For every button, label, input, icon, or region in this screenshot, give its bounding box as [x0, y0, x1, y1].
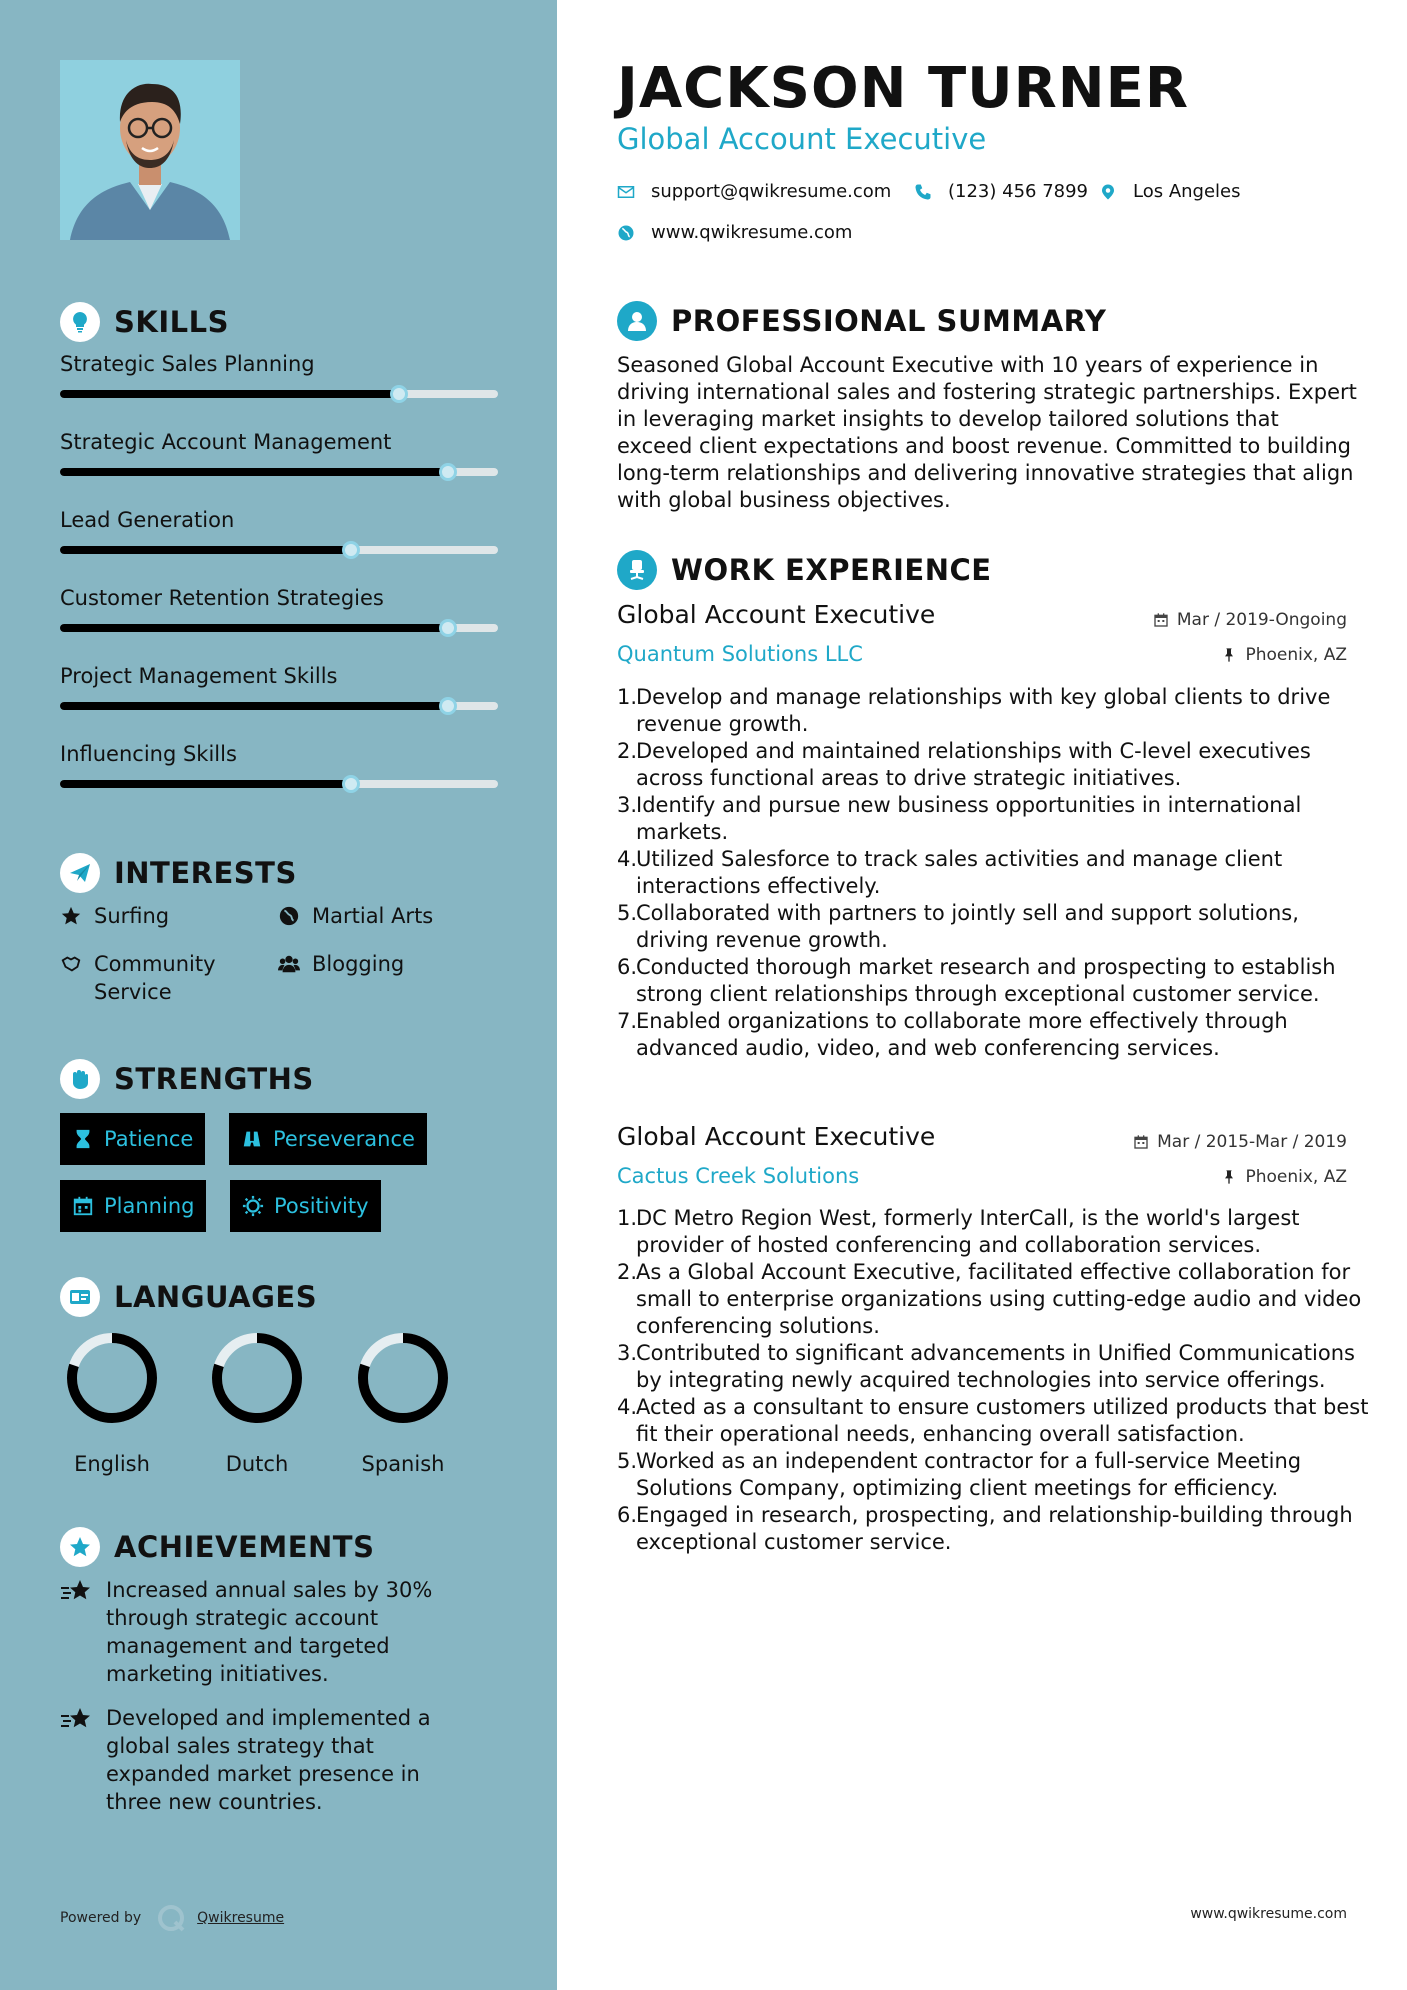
- strengths-heading: [60, 1059, 314, 1099]
- skill-bar-fill: [60, 546, 351, 554]
- sidebar: [0, 0, 557, 1990]
- achievement-item: [60, 1576, 480, 1688]
- strength-tag: [60, 1113, 205, 1165]
- interest-label: Surfing: [94, 904, 170, 928]
- language-name: Dutch: [225, 1452, 289, 1476]
- job-location-text: Phoenix, AZ: [1245, 1167, 1347, 1187]
- job-bullet: 5. Worked as an independent contractor for a full-service Meeting Solutions Company, optimizing client meetings for efficiency.: [617, 1449, 1302, 1500]
- skill-bar-knob: [439, 619, 457, 637]
- candidate-role: Global Account Executive: [617, 122, 987, 156]
- handshake-icon: [60, 950, 84, 978]
- candidate-name: JACKSON TURNER: [617, 56, 1190, 121]
- qwikresume-logo-icon: [155, 1902, 187, 1934]
- calendar-icon: [1133, 1134, 1149, 1150]
- skills-heading: [60, 302, 229, 342]
- job-bullet: 7. Enabled organizations to collaborate more effectively through advanced audio, video, and web conferencing services.: [617, 1009, 1288, 1060]
- email-text[interactable]: support@qwikresume.com: [651, 181, 892, 202]
- job-company: Cactus Creek Solutions: [617, 1164, 860, 1188]
- job-bullets: [617, 684, 1372, 1062]
- job-location: [1221, 645, 1347, 665]
- job-bullet-text: Worked as an independent contractor for a full-service Meeting Solutions Company, optimizing client meetings for efficiency.: [636, 1449, 1302, 1500]
- pushpin-icon: [1221, 647, 1237, 663]
- powered-by-label: Powered by: [60, 1910, 142, 1926]
- achievement-text: Developed and implemented a global sales strategy that expanded market presence in three new countries.: [106, 1706, 431, 1814]
- skill-bar-knob: [439, 463, 457, 481]
- strength-label: Patience: [104, 1127, 194, 1151]
- job-company: Quantum Solutions LLC: [617, 642, 863, 666]
- job-bullet-text: Enabled organizations to collaborate more effectively through advanced audio, video, and web conferencing services.: [636, 1009, 1288, 1060]
- language-ring: [209, 1330, 305, 1426]
- strength-label: Positivity: [274, 1194, 369, 1218]
- contact-location: [1099, 181, 1241, 202]
- contact-email: [617, 181, 891, 202]
- fist-icon: [60, 1059, 100, 1099]
- skill-item: [60, 742, 498, 766]
- interest-label: Community Service: [94, 952, 216, 1004]
- user-icon: [617, 301, 657, 341]
- skill-bar-fill: [60, 390, 399, 398]
- job-bullet-text: Develop and manage relationships with key global clients to drive revenue growth.: [636, 685, 1331, 736]
- job-bullet: 4. Utilized Salesforce to track sales activities and manage client interactions effectively.: [617, 847, 1283, 898]
- job-bullet: 6. Engaged in research, prospecting, and relationship-building through exceptional customer service.: [617, 1503, 1353, 1554]
- skill-name: Influencing Skills: [60, 742, 237, 766]
- job-dates: [1153, 610, 1347, 630]
- strength-label: Perseverance: [273, 1127, 415, 1151]
- job-bullet-text: DC Metro Region West, formerly InterCall, is the world's largest provider of hosted conferencing and collaboration services.: [636, 1206, 1300, 1257]
- job-dates: [1133, 1132, 1347, 1152]
- skill-bar-fill: [60, 624, 448, 632]
- globe-icon: [617, 224, 635, 242]
- job-bullet-text: Developed and maintained relationships with C-level executives across functional areas to drive strategic initiatives.: [636, 739, 1311, 790]
- skill-bar: [60, 546, 498, 554]
- sun-icon: [242, 1195, 264, 1217]
- skill-item: [60, 664, 498, 688]
- job-bullet-text: Acted as a consultant to ensure customers utilized products that best fit their operational needs, enhancing overall satisfaction.: [636, 1395, 1369, 1446]
- skill-item: [60, 352, 498, 376]
- achievement-text: Increased annual sales by 30% through strategic account management and targeted marketing initiatives.: [106, 1578, 433, 1686]
- job-bullet-text: Collaborated with partners to jointly sell and support solutions, driving revenue growth.: [636, 901, 1299, 952]
- skill-item: [60, 586, 498, 610]
- skill-item: [60, 508, 498, 532]
- job-bullet: 5. Collaborated with partners to jointly sell and support solutions, driving revenue growth.: [617, 901, 1299, 952]
- skill-bar: [60, 780, 498, 788]
- star-badge-icon: [60, 1527, 100, 1567]
- profile-photo: [60, 60, 240, 240]
- paper-plane-icon: [60, 853, 100, 893]
- job-bullets: [617, 1205, 1372, 1556]
- skill-bar-fill: [60, 468, 448, 476]
- job-bullet-text: Identify and pursue new business opportunities in international markets.: [636, 793, 1302, 844]
- globe-icon: [278, 902, 302, 930]
- skill-name: Strategic Account Management: [60, 430, 392, 454]
- language-item: [192, 1330, 322, 1476]
- skill-bar-knob: [342, 541, 360, 559]
- calendar-icon: [1153, 612, 1169, 628]
- job-bullet-text: As a Global Account Executive, facilitated effective collaboration for small to enterprise organizations using cutting-edge audio and video conferencing solutions.: [636, 1260, 1362, 1338]
- id-card-icon: [60, 1277, 100, 1317]
- skill-name: Customer Retention Strategies: [60, 586, 384, 610]
- interest-label: Martial Arts: [312, 904, 434, 928]
- interests-heading: [60, 853, 297, 893]
- job-title: Global Account Executive: [617, 600, 936, 629]
- language-ring: [355, 1330, 451, 1426]
- skill-name: Lead Generation: [60, 508, 235, 532]
- job-bullet-text: Contributed to significant advancements in Unified Communications by integrating newly acquired technologies into service offerings.: [636, 1341, 1355, 1392]
- interest-label: Blogging: [312, 952, 405, 976]
- users-icon: [278, 950, 302, 978]
- phone-text: (123) 456 7899: [948, 181, 1089, 202]
- contact-website: [617, 222, 852, 243]
- shooting-star-icon: [60, 1578, 96, 1610]
- map-pin-icon: [1099, 183, 1117, 201]
- job-bullet: 1. Develop and manage relationships with key global clients to drive revenue growth.: [617, 685, 1331, 736]
- job-title: Global Account Executive: [617, 1122, 936, 1151]
- job-bullet: 2. Developed and maintained relationships with C-level executives across functional areas to drive strategic initiatives.: [617, 739, 1311, 790]
- languages-title: LANGUAGES: [114, 1280, 318, 1314]
- job-dates-text: Mar / 2015-Mar / 2019: [1157, 1132, 1347, 1152]
- language-item: [47, 1330, 177, 1476]
- summary-title: PROFESSIONAL SUMMARY: [671, 304, 1107, 338]
- achievements-title: ACHIEVEMENTS: [114, 1530, 375, 1564]
- interest-item: [278, 902, 433, 930]
- contact-phone: [914, 181, 1088, 202]
- experience-heading: [617, 550, 992, 590]
- job-bullet: 3. Contributed to significant advancements in Unified Communications by integrating newly acquired technologies into service offerings.: [617, 1341, 1355, 1392]
- skill-bar-knob: [342, 775, 360, 793]
- footer-website[interactable]: www.qwikresume.com: [1190, 1906, 1347, 1922]
- job-location-text: Phoenix, AZ: [1245, 645, 1347, 665]
- interest-item: [60, 950, 250, 1006]
- skill-bar-knob: [439, 697, 457, 715]
- languages-heading: [60, 1277, 317, 1317]
- shooting-star-icon: [60, 1706, 96, 1738]
- achievements-heading: [60, 1527, 374, 1567]
- skill-bar: [60, 468, 498, 476]
- interests-title: INTERESTS: [114, 856, 297, 890]
- language-ring: [64, 1330, 160, 1426]
- skill-bar: [60, 702, 498, 710]
- binoculars-icon: [241, 1128, 263, 1150]
- job-bullet: 4. Acted as a consultant to ensure customers utilized products that best fit their operational needs, enhancing overall satisfaction.: [617, 1395, 1369, 1446]
- summary-heading: [617, 301, 1106, 341]
- strength-tag: [229, 1113, 427, 1165]
- skill-bar-fill: [60, 702, 448, 710]
- envelope-icon: [617, 183, 635, 201]
- job-location: [1221, 1167, 1347, 1187]
- language-item: [338, 1330, 468, 1476]
- skills-title: SKILLS: [114, 305, 229, 339]
- pushpin-icon: [1221, 1169, 1237, 1185]
- interest-item: [60, 902, 169, 930]
- job-bullet-text: Conducted thorough market research and prospecting to establish strong client relationships through exceptional customer service.: [636, 955, 1336, 1006]
- job-bullet: 1. DC Metro Region West, formerly InterCall, is the world's largest provider of hosted conferencing and collaboration services.: [617, 1206, 1300, 1257]
- job-bullet: 6. Conducted thorough market research and prospecting to establish strong client relationships through exceptional customer service.: [617, 955, 1336, 1006]
- job-bullet: 3. Identify and pursue new business opportunities in international markets.: [617, 793, 1302, 844]
- calendar-icon: [72, 1195, 94, 1217]
- office-chair-icon: [617, 550, 657, 590]
- skill-bar-fill: [60, 780, 351, 788]
- lightbulb-icon: [60, 302, 100, 342]
- language-name: Spanish: [361, 1452, 445, 1476]
- strengths-title: STRENGTHS: [114, 1062, 314, 1096]
- location-text: Los Angeles: [1133, 181, 1241, 202]
- phone-icon: [914, 183, 932, 201]
- skill-item: [60, 430, 498, 454]
- strength-label: Planning: [104, 1194, 195, 1218]
- hourglass-icon: [72, 1128, 94, 1150]
- experience-title: WORK EXPERIENCE: [671, 553, 992, 587]
- skill-bar-knob: [390, 385, 408, 403]
- skill-name: Strategic Sales Planning: [60, 352, 315, 376]
- qwikresume-link[interactable]: Qwikresume: [197, 1910, 285, 1926]
- job-bullet-text: Engaged in research, prospecting, and relationship-building through exceptional customer service.: [636, 1503, 1353, 1554]
- strength-tag: [60, 1180, 206, 1232]
- skill-bar: [60, 390, 498, 398]
- job-bullet: 2. As a Global Account Executive, facilitated effective collaboration for small to enterprise organizations using cutting-edge audio and video conferencing solutions.: [617, 1260, 1362, 1338]
- job-bullet-text: Utilized Salesforce to track sales activities and manage client interactions effectively.: [636, 847, 1283, 898]
- star-icon: [60, 902, 84, 930]
- powered-by: [60, 1902, 284, 1934]
- skill-name: Project Management Skills: [60, 664, 338, 688]
- language-name: English: [74, 1452, 150, 1476]
- interest-item: [278, 950, 404, 978]
- achievement-item: [60, 1704, 480, 1816]
- job-dates-text: Mar / 2019-Ongoing: [1176, 610, 1347, 630]
- summary-text: Seasoned Global Account Executive with 10 years of experience in driving international sales and fostering strategic partnerships. Expert in leveraging market insights to develop tailored solutions that exceed client expectations and boost revenue. Committed to building long-term relationships and delivering innovative strategies that align with global business objectives.: [617, 353, 1357, 512]
- main-content: [557, 0, 1407, 1990]
- strength-tag: [230, 1180, 381, 1232]
- skill-bar: [60, 624, 498, 632]
- website-text[interactable]: www.qwikresume.com: [651, 222, 853, 243]
